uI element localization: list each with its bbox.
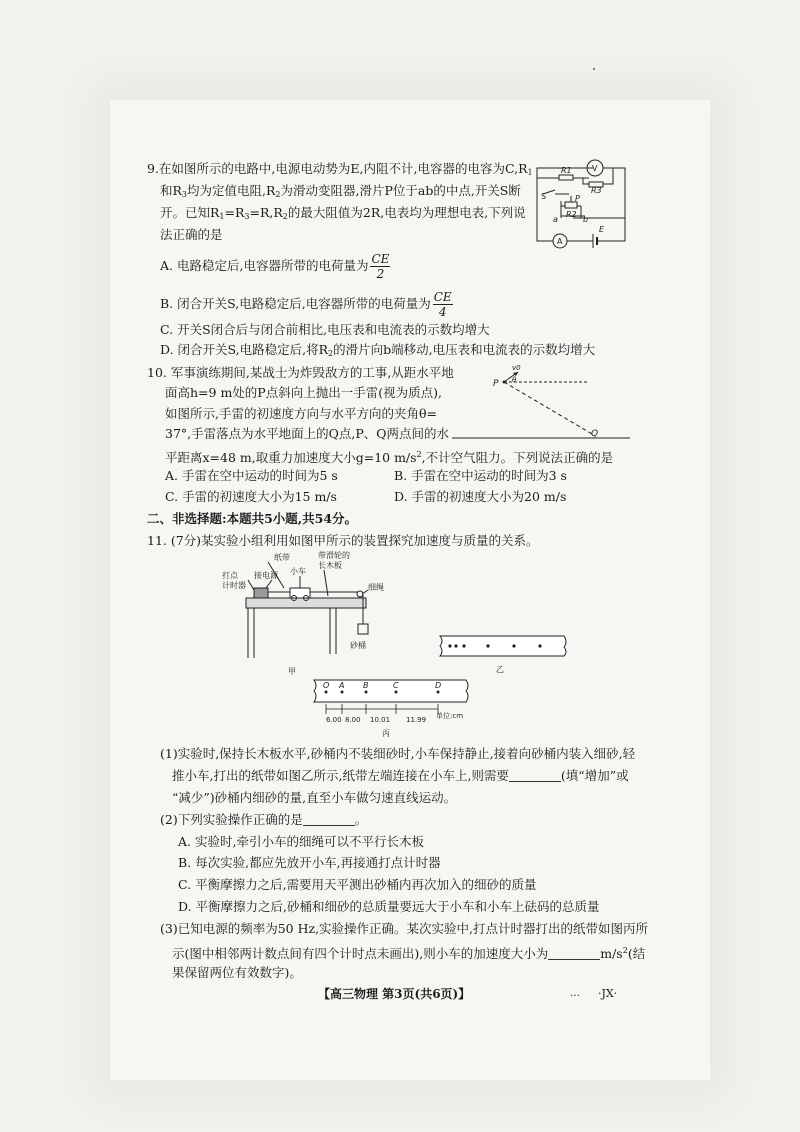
q11-part3-line3: 果保留两位有效数字)。 (172, 965, 302, 980)
voltmeter-icon: V (592, 164, 598, 173)
q9-option-b: B. 闭合开关S,电路稳定后,电容器所带的电荷量为 $\frac{CE}{4}$ (160, 290, 452, 319)
svg-text:A: A (339, 681, 345, 690)
footer-dots: … (570, 988, 580, 999)
speck (593, 68, 595, 70)
svg-text:θ: θ (512, 376, 517, 384)
q9-line4: 法正确的是 (160, 227, 223, 242)
svg-text:小车: 小车 (290, 567, 306, 576)
svg-text:Q: Q (591, 429, 599, 439)
svg-text:P: P (493, 379, 499, 389)
q9-line1: 9.在如图所示的电路中,电源电动势为E,内阻不计,电容器的电容为$C,R_1$ (147, 161, 533, 177)
svg-text:单位:cm: 单位:cm (436, 712, 464, 720)
q10-line2: 面高h=9 m处的P点斜向上抛出一手雷(视为质点), (165, 385, 442, 400)
answer-blank-3[interactable] (548, 947, 600, 960)
q11-part2-option-a: A. 实验时,牵引小车的细绳可以不平行长木板 (178, 834, 424, 849)
q9-line3: 开。已知$R_1=R_3=R,R_2$的最大阻值为2R,电表均为理想电表,下列说 (160, 205, 526, 221)
q10-line4: 37°,手雷落点为水平地面上的Q点,P、Q两点间的水 (165, 426, 450, 441)
svg-text:B: B (363, 681, 369, 690)
q11-part2-option-c: C. 平衡摩擦力之后,需要用天平测出砂桶内再次加入的细砂的质量 (178, 877, 537, 892)
svg-text:细绳: 细绳 (368, 583, 384, 592)
q11-part3-line1: (3)已知电源的频率为50 Hz,实验操作正确。某次实验中,打点计时器打出的纸带如图丙所 (160, 921, 649, 936)
q11-part3-line2: 示(图中相邻两计数点间有四个计时点未画出),则小车的加速度大小为 $m/s^2$(结 (172, 946, 646, 961)
svg-text:R3: R3 (591, 186, 602, 195)
page-footer: 【高三物理 第3页(共6页)】 (318, 987, 471, 1001)
circuit-diagram (533, 156, 633, 268)
svg-text:R2: R2 (566, 210, 577, 219)
answer-blank-1[interactable] (509, 769, 561, 782)
svg-text:S: S (541, 192, 547, 201)
footer-code: ·JX· (598, 987, 618, 1000)
q9-option-a: A. 电路稳定后,电容器所带的电荷量为 $\frac{CE}{2}$ (160, 252, 390, 281)
q11-line1: 11. (7分)某实验小组利用如图甲所示的装置探究加速度与质量的关系。 (147, 533, 539, 548)
svg-text:打点: 打点 (222, 571, 238, 580)
svg-text:砂桶: 砂桶 (350, 641, 366, 650)
q11-part2-option-b: B. 每次实验,都应先放开小车,再接通打点计时器 (178, 855, 441, 870)
q9-option-c: C. 开关S闭合后与闭合前相比,电压表和电流表的示数均增大 (160, 322, 490, 337)
svg-text:甲: 甲 (288, 667, 296, 676)
svg-text:P: P (575, 194, 580, 203)
q11-part1-line1: (1)实验时,保持长木板水平,砂桶内不装细砂时,小车保持静止,接着向砂桶内装入细砂,轻 (160, 746, 636, 761)
section-2-title: 二、非选择题:本题共5小题,共54分。 (147, 511, 358, 526)
svg-text:带滑轮的: 带滑轮的 (318, 551, 350, 560)
svg-text:纸带: 纸带 (274, 553, 290, 562)
q10-line1: 10. 军事演练期间,某战士为炸毁敌方的工事,从距水平地 (147, 365, 454, 380)
svg-text:丙: 丙 (382, 729, 390, 738)
svg-text:b: b (583, 215, 589, 224)
q11-part1-line2: 推小车,打出的纸带如图乙所示,纸带左端连接在小车上,则需要 (填“增加”或 (172, 768, 629, 783)
svg-text:O: O (323, 681, 330, 690)
q10-option-d: D. 手雷的初速度大小为20 m/s (394, 489, 567, 504)
svg-text:计时器: 计时器 (222, 581, 246, 590)
q10-line5: 平距离x=48 m,取重力加速度大小g=10 $m/s^2$,不计空气阻力。下列说法正确的是 (165, 450, 614, 465)
svg-text:E: E (599, 225, 605, 234)
q11-part2-option-d: D. 平衡摩擦力之后,砂桶和细砂的总质量要远大于小车和小车上砝码的总质量 (178, 899, 600, 914)
ammeter-icon: A (557, 237, 563, 246)
svg-text:R1: R1 (561, 166, 572, 175)
svg-text:11.99: 11.99 (406, 716, 427, 724)
svg-text:C: C (393, 681, 399, 690)
svg-text:长木板: 长木板 (318, 561, 342, 570)
svg-text:D: D (435, 681, 442, 690)
svg-text:8.00: 8.00 (345, 716, 361, 724)
tape-figure-yi (436, 632, 572, 674)
apparatus-figure (218, 550, 393, 678)
q11-part1-line3: “减少”)砂桶内细砂的量,直至小车做匀速直线运动。 (172, 790, 457, 805)
svg-text:10.01: 10.01 (370, 716, 391, 724)
q9-line2: 和$R_3$均为定值电阻$,R_2$为滑动变阻器,滑片P位于ab的中点,开关S断 (160, 183, 521, 199)
svg-text:6.00: 6.00 (326, 716, 342, 724)
svg-text:a: a (553, 215, 558, 224)
svg-text:接电源: 接电源 (254, 571, 278, 580)
svg-text:乙: 乙 (496, 665, 504, 674)
projectile-diagram (448, 362, 634, 442)
q11-part2: (2)下列实验操作正确的是 。 (160, 812, 368, 827)
q10-option-b: B. 手雷在空中运动的时间为3 s (394, 468, 567, 483)
tape-figure-bing (310, 676, 474, 738)
q10-option-c: C. 手雷的初速度大小为15 m/s (165, 489, 337, 504)
svg-text:v0: v0 (512, 364, 521, 372)
q10-option-a: A. 手雷在空中运动的时间为5 s (165, 468, 338, 483)
answer-blank-2[interactable] (303, 813, 355, 826)
q10-line3: 如图所示,手雷的初速度方向与水平方向的夹角θ= (165, 406, 437, 421)
q9-option-d: D. 闭合开关S,电路稳定后,将$R_2$的滑片向b端移动,电压表和电流表的示数均增大 (160, 342, 596, 358)
